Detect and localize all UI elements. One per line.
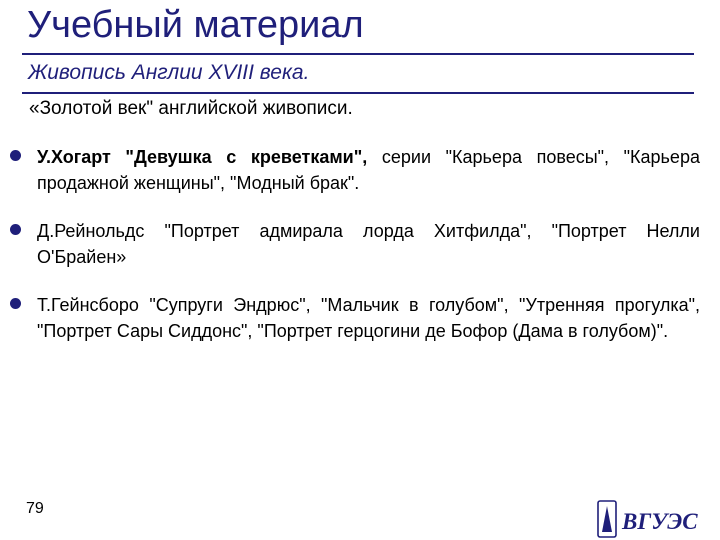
- slide-title: Учебный материал: [27, 4, 364, 46]
- page-number: 79: [26, 500, 44, 517]
- section-heading: «Золотой век" английской живописи.: [29, 98, 353, 119]
- title-divider: [22, 53, 694, 55]
- bullet-item-gainsborough: [10, 292, 700, 344]
- bullet-dot-icon: [10, 298, 21, 309]
- subtitle-divider: [22, 92, 694, 94]
- bullet-text: Д.Рейнольдс "Портрет адмирала лорда Хитфилда", "Портрет Нелли О'Брайен»: [37, 221, 700, 267]
- bullet-list: [10, 144, 700, 366]
- bullet-text: [37, 147, 700, 193]
- bullet-dot-icon: [10, 224, 21, 235]
- university-logo: [596, 498, 712, 540]
- bullet-item-hogarth: [10, 144, 700, 196]
- slide-subtitle: Живопись Англии XVIII века.: [28, 61, 310, 84]
- bullet-item-reynolds: [10, 218, 700, 270]
- bullet-bold-title: "Девушка с креветками",: [125, 147, 368, 167]
- bullet-author: У.Хогарт: [37, 147, 111, 167]
- bullet-dot-icon: [10, 150, 21, 161]
- bullet-text: Т.Гейнсборо "Супруги Эндрюс", "Мальчик в голубом", "Утренняя прогулка", "Портрет Сары Сиддонс", "Портрет герцогини де Бофор (Дама в голубом)".: [37, 295, 700, 341]
- logo-emblem-mark: [602, 506, 612, 532]
- logo-text: ВГУЭС: [622, 509, 698, 534]
- bullet-rest: серии "Карьера повесы", "Карьера продажной женщины", "Модный брак".: [37, 147, 700, 193]
